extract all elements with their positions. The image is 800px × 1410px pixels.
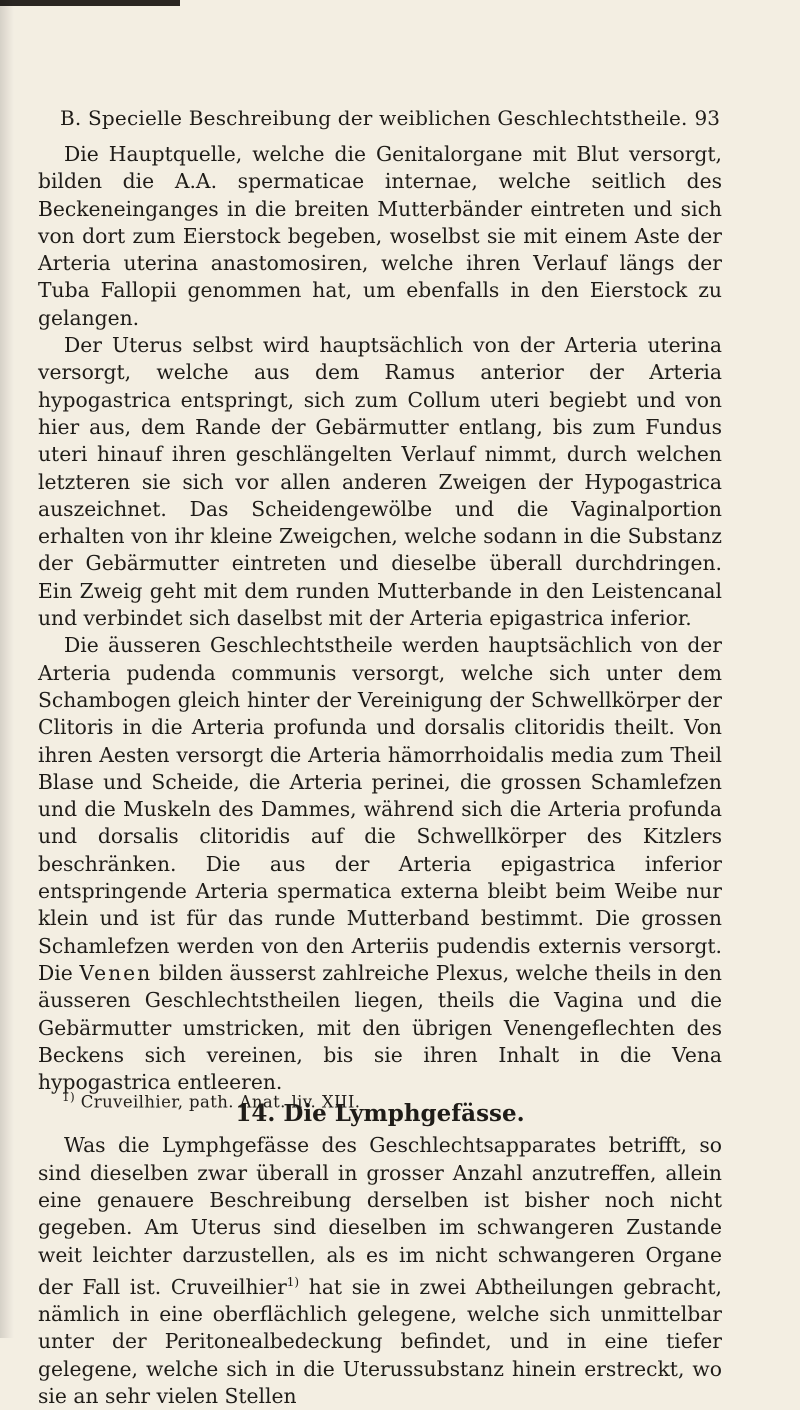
paragraph-uterus-arteries: Der Uterus selbst wird hauptsächlich von der Arteria uterina versorgt, welche aus dem Ramus anterior der Arteria hypogastrica entspringt, sich zum Collum uteri begiebt und von hier aus, dem Rande der Gebärmutter entlang, bis zum Fundus uteri hinauf ihren geschlängelten Verlauf nimmt, durch welchen letzteren sie sich vor allen anderen Zweigen der Hypogastrica auszeichnet. Das Scheidengewölbe und die Vaginalportion erhalten von ihr kleine Zweigchen, welche sodann in die Substanz der Gebärmutter eintreten und dieselbe überall durchdringen. Ein Zweig geht mit dem runden Mutterbande in den Leistencanal und verbindet sich daselbst mit der Arteria epigastrica inferior. (38, 333, 722, 631)
paragraph-external-genitals (38, 632, 722, 1096)
footnote (62, 1090, 360, 1112)
running-head: B. Specielle Beschreibung der weiblichen Geschlechtstheile. (60, 106, 688, 130)
footnote-text: Cruveilhier, path. Anat. liv. XIII. (80, 1092, 361, 1112)
footnote-reference: 1) (286, 1274, 300, 1289)
paragraph-part: Was die Lymphgefässe des Geschlechtsapparates betrifft, so sind dieselben zwar überall in grosser Anzahl anzutreffen, allein eine genauere Beschreibung derselben ist bisher noch nicht gegeben. Am Uterus sind dieselben im schwangeren Zustande weit leichter darzustellen, als es im nicht schwangeren Organe der Fall ist. Cruveilhier (38, 1133, 722, 1299)
paragraph-lymph-vessels (38, 1132, 722, 1410)
emphasis-venen: Venen (79, 960, 153, 985)
paragraph-blood-supply: Die Hauptquelle, welche die Genitalorgane mit Blut versorgt, bilden die A.A. spermaticae internae, welche seitlich des Beckeneinganges in die breiten Mutterbänder eintreten und sich von dort zum Eierstock begeben, woselbst sie mit einem Aste der Arteria uterina anastomosiren, welche ihren Verlauf längs der Tuba Fallopii genommen hat, um ebenfalls in den Eierstock zu gelangen. (38, 142, 722, 330)
page-number: 93 (694, 106, 720, 130)
section-heading: 14. Die Lymphgefässe. (235, 1100, 525, 1128)
paragraph-part: bilden äusserst zahlreiche Plexus, welche theils in den äusseren Geschlechtstheilen liegen, theils die Vagina und die Gebärmutter umstricken, mit den übrigen Venengeflechten des Beckens sich vereinen, bis sie ihren Inhalt in die Vena hypogastrica entleeren. (38, 960, 722, 1095)
paragraph-part: hat sie in zwei Abtheilungen gebracht, nämlich in eine oberflächlich gelegene, welche sich unmittelbar unter der Peritonealbedeckung befindet, und in eine tiefer gelegene, welche sich in die Uterussubstanz hinein erstreckt, wo sie an sehr vielen Stellen (38, 1274, 722, 1408)
page-header (60, 106, 720, 132)
page-edge-shadow (0, 0, 180, 6)
paragraph-part: Die äusseren Geschlechtstheile werden hauptsächlich von der Arteria pudenda communis versorgt, welche sich unter dem Schambogen gleich hinter der Vereinigung der Schwellkörper der Clitoris in die Arteria profunda und dorsalis clitoridis theilt. Von ihren Aesten versorgt die Arteria hämorrhoidalis media zum Theil Blase und Scheide, die Arteria perinei, die grossen Schamlefzen und die Muskeln des Dammes, während sich die Arteria profunda und dorsalis clitoridis auf die Schwellkörper des Kitzlers beschränken. Die aus der Arteria epigastrica inferior entspringende Arteria spermatica externa bleibt beim Weibe nur klein und ist für das runde Mutterband bestimmt. Die grossen Schamlefzen werden von den Arteriis pudendis externis versorgt. Die (38, 633, 722, 985)
body-text (38, 141, 722, 1410)
footnote-marker: 1) (62, 1090, 76, 1104)
gutter-shadow (0, 0, 14, 1338)
